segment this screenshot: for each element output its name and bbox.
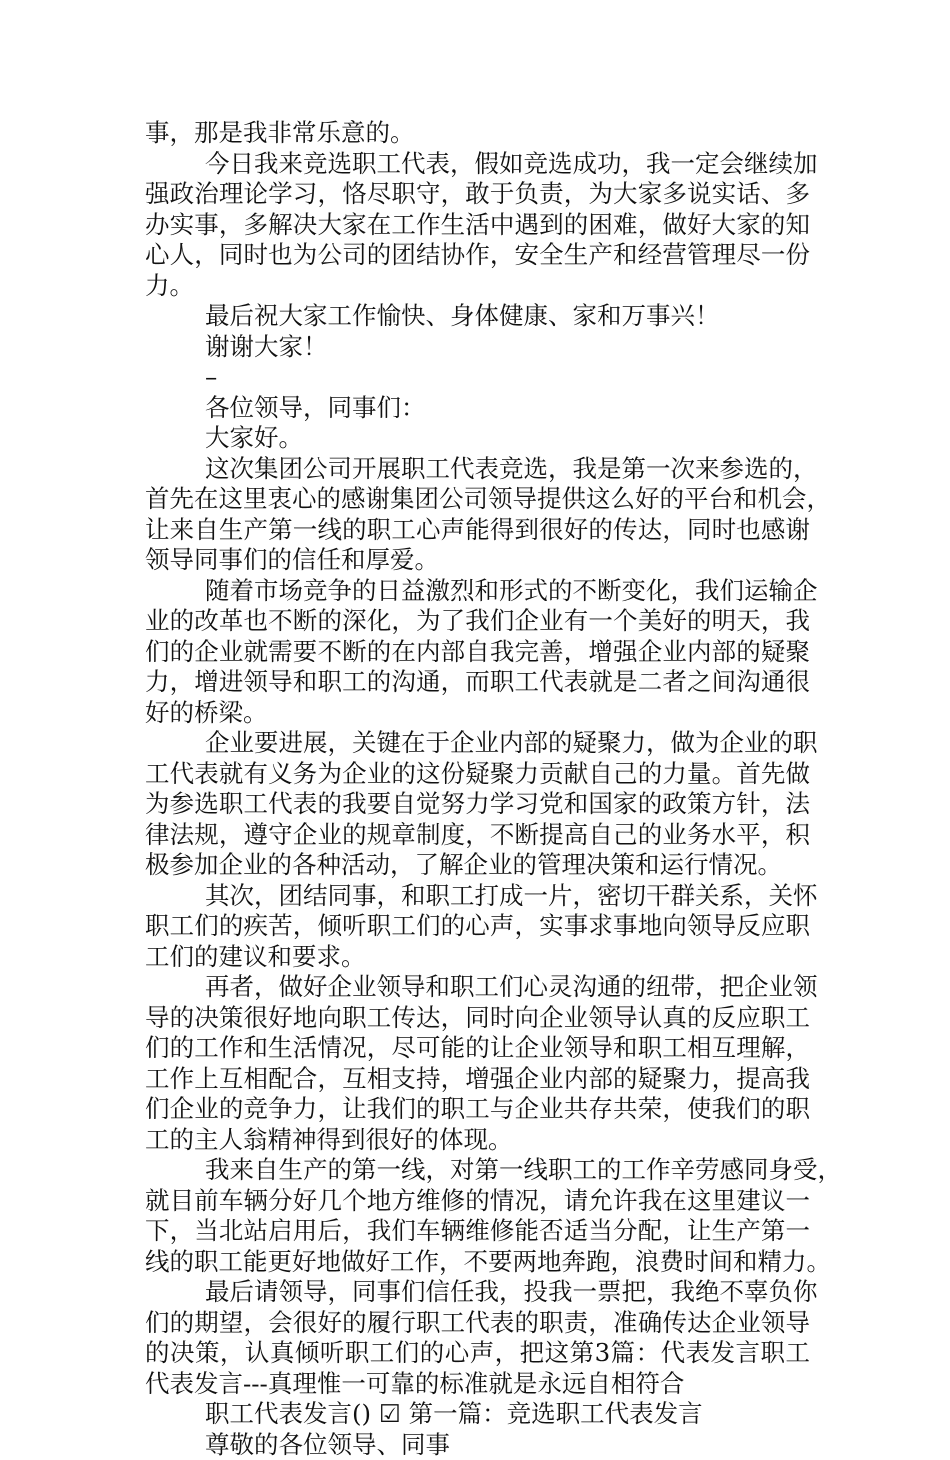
text-line: 心人，同时也为公司的团结协作，安全生产和经营管理尽一份 (145, 240, 810, 271)
text-line: 再者，做好企业领导和职工们心灵沟通的纽带，把企业领 (145, 972, 810, 1003)
text-line: 最后祝大家工作愉快、身体健康、家和万事兴！ (145, 301, 810, 332)
text-line: 工作上互相配合，互相支持，增强企业内部的疑聚力，提高我 (145, 1064, 810, 1095)
text-line: 我来自生产的第一线，对第一线职工的工作辛劳感同身受， (145, 1155, 810, 1186)
text-line: 们的企业就需要不断的在内部自我完善，增强企业内部的疑聚 (145, 637, 810, 668)
text-line: 今日我来竞选职工代表，假如竞选成功，我一定会继续加 (145, 149, 810, 180)
text-line: 强政治理论学习，恪尽职守，敢于负责，为大家多说实话、多 (145, 179, 810, 210)
text-line: 代表发言---真理惟一可靠的标准就是永远自相符合 (145, 1369, 810, 1400)
text-line: 的决策，认真倾听职工们的心声，把这第3篇：代表发言职工 (145, 1338, 810, 1369)
text-line: 导的决策很好地向职工传达，同时向企业领导认真的反应职工 (145, 1003, 810, 1034)
text-line: 力，增进领导和职工的沟通，而职工代表就是二者之间沟通很 (145, 667, 810, 698)
text-line: 尊敬的各位领导、同事 (145, 1430, 810, 1460)
text-line: 们企业的竞争力，让我们的职工与企业共存共荣，使我们的职 (145, 1094, 810, 1125)
text-line: 线的职工能更好地做好工作，不要两地奔跑，浪费时间和精力。 (145, 1247, 810, 1278)
text-line: 事，那是我非常乐意的。 (145, 118, 810, 149)
text-line: 们的期望，会很好的履行职工代表的职责，准确传达企业领导 (145, 1308, 810, 1339)
text-line: 办实事，多解决大家在工作生活中遇到的困难，做好大家的知 (145, 210, 810, 241)
text-line: 为参选职工代表的我要自觉努力学习党和国家的政策方针，法 (145, 789, 810, 820)
text-line: – (145, 362, 810, 393)
text-line: 企业要进展，关键在于企业内部的疑聚力，做为企业的职 (145, 728, 810, 759)
text-line: 各位领导，同事们： (145, 393, 810, 424)
text-line: 工的主人翁精神得到很好的体现。 (145, 1125, 810, 1156)
text-line: 这次集团公司开展职工代表竞选，我是第一次来参选的， (145, 454, 810, 485)
text-line: 极参加企业的各种活动，了解企业的管理决策和运行情况。 (145, 850, 810, 881)
text-line: 其次，团结同事，和职工打成一片，密切干群关系，关怀 (145, 881, 810, 912)
text-line: 让来自生产第一线的职工心声能得到很好的传达，同时也感谢 (145, 515, 810, 546)
text-line: 律法规，遵守企业的规章制度，不断提高自己的业务水平，积 (145, 820, 810, 851)
text-line: 最后请领导，同事们信任我，投我一票把，我绝不辜负你 (145, 1277, 810, 1308)
text-line: 首先在这里衷心的感谢集团公司领导提供这么好的平台和机会， (145, 484, 810, 515)
text-line: 随着市场竞争的日益激烈和形式的不断变化，我们运输企 (145, 576, 810, 607)
text-line: 就目前车辆分好几个地方维修的情况，请允许我在这里建议一 (145, 1186, 810, 1217)
text-line: 好的桥梁。 (145, 698, 810, 729)
text-line: 业的改革也不断的深化，为了我们企业有一个美好的明天，我 (145, 606, 810, 637)
text-line: 工们的建议和要求。 (145, 942, 810, 973)
text-line: 职工代表发言() ☑ 第一篇：竞选职工代表发言 (145, 1399, 810, 1430)
text-line: 下，当北站启用后，我们车辆维修能否适当分配，让生产第一 (145, 1216, 810, 1247)
text-line: 们的工作和生活情况，尽可能的让企业领导和职工相互理解， (145, 1033, 810, 1064)
text-line: 力。 (145, 271, 810, 302)
text-line: 工代表就有义务为企业的这份疑聚力贡献自己的力量。首先做 (145, 759, 810, 790)
document-page (145, 118, 810, 1460)
text-line: 领导同事们的信任和厚爱。 (145, 545, 810, 576)
text-line: 谢谢大家！ (145, 332, 810, 363)
text-line: 大家好。 (145, 423, 810, 454)
text-line: 职工们的疾苦，倾听职工们的心声，实事求事地向领导反应职 (145, 911, 810, 942)
